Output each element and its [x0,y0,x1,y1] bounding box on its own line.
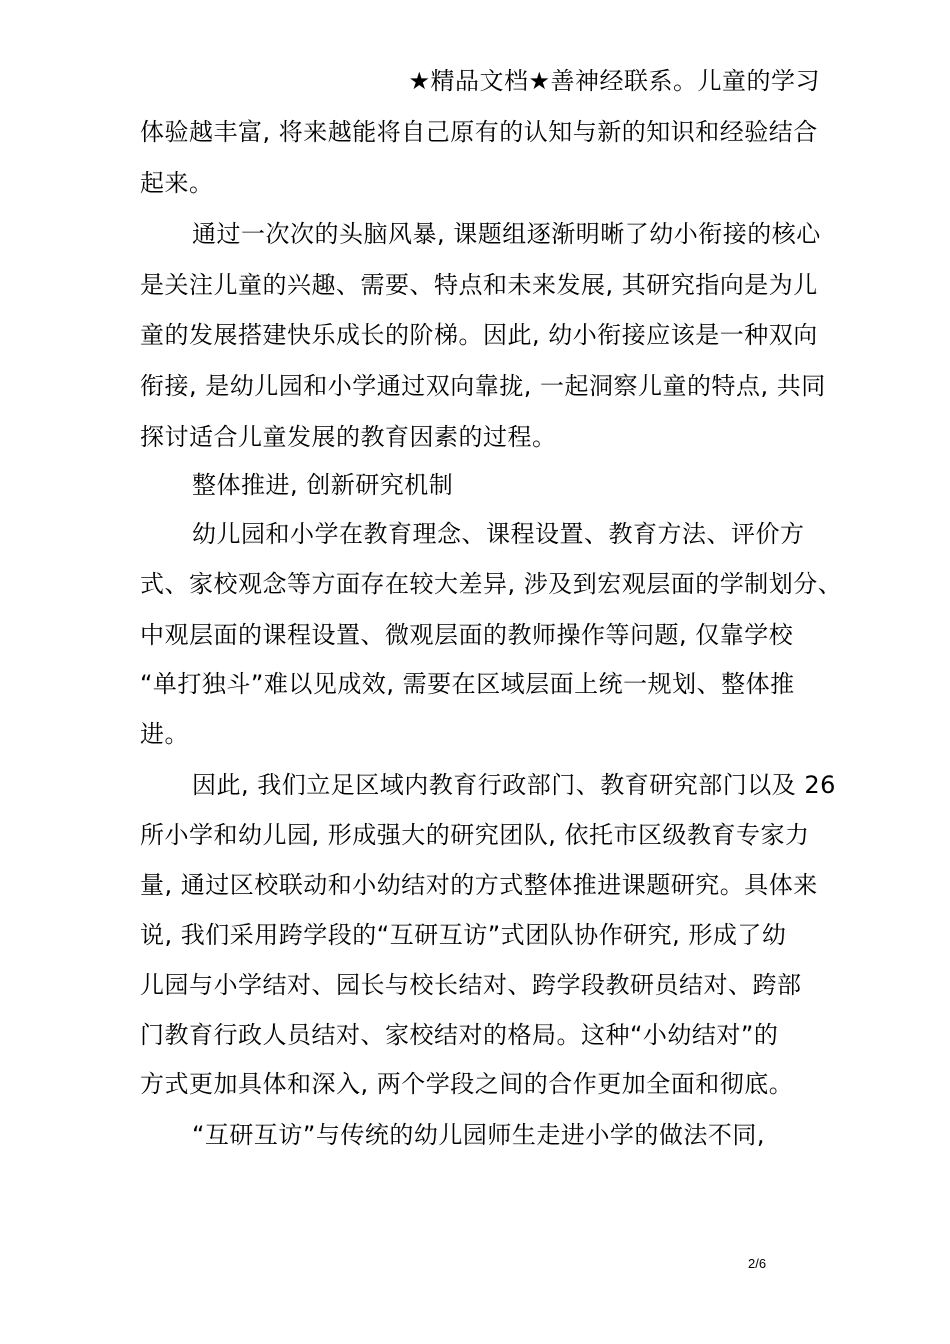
body-line: 衔接, 是幼儿园和小学通过双向靠拢, 一起洞察儿童的特点, 共同 [140,372,826,400]
paragraph-first-line: “互研互访”与传统的幼儿园师生走进小学的做法不同, [192,1121,765,1149]
paragraph-first-line: 通过一次次的头脑风暴, 课题组逐渐明晰了幼小衔接的核心 [192,220,821,248]
body-line: 中观层面的课程设置、微观层面的教师操作等问题, 仅靠学校 [140,621,794,649]
body-line: 进。 [140,720,189,748]
body-line: 门教育行政人员结对、家校结对的格局。这种“小幼结对”的 [140,1021,779,1049]
body-line: 童的发展搭建快乐成长的阶梯。因此, 幼小衔接应该是一种双向 [140,321,818,349]
body-line: 探讨适合儿童发展的教育因素的过程。 [140,423,557,451]
body-line: 儿园与小学结对、园长与校长结对、跨学段教研员结对、跨部 [140,971,802,999]
paragraph-first-line: 因此, 我们立足区域内教育行政部门、教育研究部门以及 26 [192,771,836,799]
paragraph-first-line: 幼儿园和小学在教育理念、课程设置、教育方法、评价方 [192,520,805,548]
body-line: 说, 我们采用跨学段的“互研互访”式团队协作研究, 形成了幼 [140,921,787,949]
body-line: 起来。 [140,169,214,197]
body-line: 式、家校观念等方面存在较大差异, 涉及到宏观层面的学制划分、 [140,570,843,598]
body-line: 体验越丰富, 将来越能将自己原有的认知与新的知识和经验结合 [140,118,818,146]
page-number: 2/6 [748,1256,767,1271]
body-line: 方式更加具体和深入, 两个学段之间的合作更加全面和彻底。 [140,1070,794,1098]
body-line: 是关注儿童的兴趣、需要、特点和未来发展, 其研究指向是为儿 [140,271,818,299]
section-heading: 整体推进, 创新研究机制 [192,471,454,499]
body-line: “单打独斗”难以见成效, 需要在区域层面上统一规划、整体推 [140,670,795,698]
body-line: 量, 通过区校联动和小幼结对的方式整体推进课题研究。具体来 [140,871,818,899]
header-line: ★精品文档★善神经联系。儿童的学习 [408,67,820,95]
body-line: 所小学和幼儿园, 形成强大的研究团队, 依托市区级教育专家力 [140,821,810,849]
